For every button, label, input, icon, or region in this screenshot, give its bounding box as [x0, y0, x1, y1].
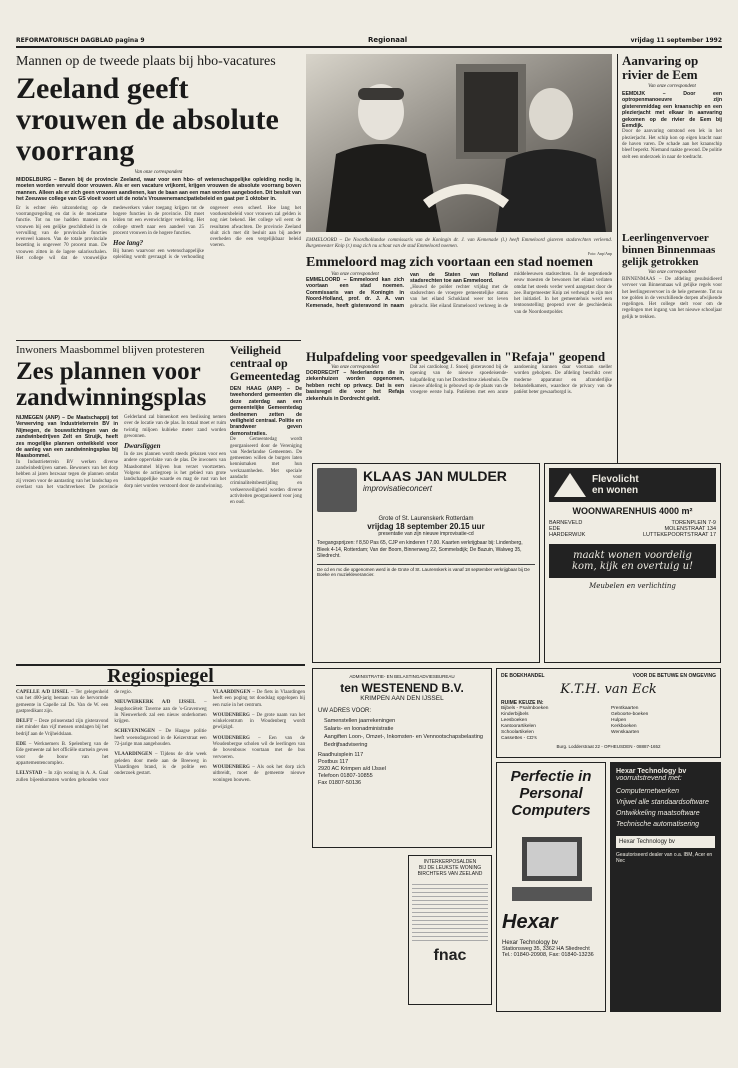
- photo-credit: Foto: Anp/Anp: [587, 250, 612, 256]
- ad-title-2: en wonen: [592, 485, 639, 496]
- product-item: Hulpen: [611, 718, 627, 723]
- regio-item: [213, 765, 305, 784]
- ad-script-2: kom, kijk en overtuig u!: [571, 561, 694, 572]
- article-emmeloord: [306, 256, 612, 346]
- photo-block: [306, 54, 612, 256]
- regio-item: [114, 752, 206, 777]
- article-lead: DORDRECHT – Nederlanders die in ziekenhuizen worden opgenomen, hebben recht op privacy. Dat is een basisregel die voor het Refaja ziekenhuis in Dordrecht geldt.: [306, 370, 404, 402]
- ad-big: WOONWARENHUIS 4000 m²: [572, 506, 693, 516]
- photo-image: [306, 54, 612, 232]
- ad-script-1: maakt wonen voordelig: [573, 550, 692, 561]
- ad-perfectie: [496, 762, 606, 1012]
- ad-addr: Stationsweg 35, 3362 HA Sliedrecht: [502, 946, 590, 952]
- article-byline: Van onze correspondent: [648, 84, 696, 89]
- regio-place: SCHEVENINGEN: [114, 729, 155, 735]
- article-body: Dat zei cardioloog J. Snoeij gisteravond bij de opening van de nieuwe spoedeisende-hulpafdeling van het Dordrechtse ziekenhuis. De nieuwe afdeling is gebouwd op de plaats van de vroegere eerste hulp. Patiënten met een acute aandoening kunnen daar voortaan sneller worden geholpen. De afdeling beschikt over moderne apparatuur en afzonderlijke behandelkamers, waardoor de privacy van de patiënt beter gewaarborgd is.: [410, 365, 612, 396]
- article-zandwinning: [16, 344, 226, 660]
- ad-left: DE BOEKHANDEL: [501, 673, 545, 679]
- article-lead: EMMELOORD – Emmeloord kan zich voortaan een stad noemen. Commissaris van de Koningin in Noord-Holland, prof. dr. J. A. van Kemenade, heeft gisteravond in naam van de Staten van Holland stadsrechten toe aan Emmeloord.: [306, 272, 508, 309]
- ad-tel: Telefoon 01807-10855: [318, 773, 373, 779]
- article-body: In Industrieterrein BV werken diverse zandwinbedrijven samen. Bewoners van het dorp hebben al jaren bezwaar tegen de plannen omdat zij vrezen voor de aantasting van het landschap en overlast van het vrachtverkeer. De provincie Gelderland zal binnenkort een beslissing nemen over de locatie van de plas. In totaal moet er ruim twintig miljoen kubieke meter zand worden gewonnen.: [16, 415, 226, 491]
- product-item: Geboorte-boeken: [611, 712, 649, 717]
- ad-hexar: [610, 762, 721, 1012]
- regio-banner: [16, 664, 305, 686]
- ad-title-1: Flevolicht: [592, 474, 639, 485]
- ad-line-3: BIRCHTERS VAN ZEELAND: [417, 871, 483, 877]
- article-headline: Emmeloord mag zich voortaan een stad noemen: [306, 255, 593, 270]
- regio-text: – Ter gelegenheid van het 400-jarig bestaan van de hervormde gemeente in Capelle zal Ds. Van de W. een gastpredikant zijn.: [16, 690, 109, 714]
- ad-table: [412, 881, 488, 941]
- addr-1: TORENPLEIN 7-9: [671, 520, 716, 526]
- ad-line-2: BIJ DE LEUKSTE WONING: [418, 865, 482, 871]
- regio-item: [114, 729, 206, 748]
- service-item: Salaris- en loonadministratie: [324, 726, 394, 732]
- ad-footer: Meubelen en verlichting: [589, 582, 676, 590]
- ad-subtitle: improvisatieconcert: [363, 484, 432, 493]
- ad-tel: Tel.: 01840-20908, Fax: 01840-13236: [502, 952, 594, 958]
- service-item: Samenstellen jaarrekeningen: [324, 718, 396, 724]
- regio-text: – De grote naam van het winkelcentrum in Woudenberg wordt gewijzigd.: [212, 712, 305, 731]
- article-lead: DEN HAAG (ANP) – De tweehonderd gemeenten die deze zaterdag aan een gemeentelijke Gemeentedag deelnemen zetten de veiligheid centraal. Politie en brandweer geven demonstraties.: [230, 386, 302, 437]
- product-item: Cassettes - CD's: [501, 736, 537, 741]
- regio-text: – Tijdens de drie week geleden door mede aan de Breeweg in Vlaardingen brand, is de politie een onderzoek gestart.: [114, 752, 207, 777]
- section-rule: [16, 340, 301, 341]
- regio-place: CAPELLE A/D IJSSEL: [16, 690, 69, 695]
- article-zeeland: [16, 54, 301, 336]
- portrait-photo: [317, 468, 357, 512]
- photo-caption: EMMELOORD – De Noordhollandse commissaris van de Koningin dr. J. van Kemenade (l.) heeft Emmeloord gisteren stadsrechten verleend. Burgemeester Knip (r.) mag zich nu schout van de stad Emmeloord noemen.: [306, 238, 612, 250]
- article-lead: EEMDIJK – Door een optropenmanoeuvre zijn gisterenmiddag een kraanschip en een plezierjacht met elkaar in aanvaring gekomen op de rivier de Eem bij Eemdijk.: [622, 91, 722, 130]
- regio-text: – De Haagse politie heeft woensdagavond in de Keizerstraat een 72-jarige man aangehouden.: [114, 729, 207, 748]
- product-item: Schoolartikelen: [501, 730, 534, 735]
- header-date: vrijdag 11 september 1992: [630, 37, 722, 44]
- article-headline: Aanvaring op rivier de Eem: [622, 53, 699, 82]
- city-1: BARNEVELD: [549, 520, 583, 526]
- article-lead: NIJMEGEN (ANP) – De Maatschappij tot Verwerving van Industrieterrein BV in Nijmegen, de bouwstichtingen van de zandwinbedrijven Zelt en Struijk, heeft zes mogelijke plannen ontwikkeld voor de aanleg van een zandwinningsplas bij Maasbommel.: [16, 415, 118, 460]
- ad-sub: RUIME KEUZE IN:: [501, 700, 544, 706]
- regio-place: VLAARDINGEN: [212, 690, 251, 695]
- article-kicker: Inwoners Maasbommel blijven protesteren: [16, 344, 205, 356]
- ad-addr-1: Raadhuisplein 117: [318, 752, 364, 758]
- article-body: Door de aanvaring ontstond een lek in het plezierjacht. Het schip kon op eigen kracht naar de haven varen. De schade aan het kraanschip bleef beperkt. Niemand raakte gewond. De politie stelt een onderzoek in naar de toedracht.: [622, 129, 722, 160]
- regio-item: [213, 690, 305, 709]
- computer-icon: [502, 827, 602, 907]
- ad-footer: De cd en mc die opgenomen werd in de Grote of St. Laurenskerk is vanaf 18 september verkrijgbaar bij De Boeke en muziekleverancier.: [317, 564, 535, 578]
- ad-flevolicht-wonen: [544, 463, 721, 663]
- article-byline: Van onze correspondent: [331, 272, 379, 277]
- page-header: [16, 36, 722, 48]
- product-item: Bijbels - Psalmboeken: [501, 706, 549, 711]
- addr-3: LUTTEKEPOORTSTRAAT 17: [642, 532, 716, 538]
- regio-place: WOUDENBERG: [212, 764, 250, 770]
- ad-place: KRIMPEN AAN DEN IJSSEL: [360, 695, 444, 702]
- regio-place: EDE: [16, 742, 27, 748]
- ad-logo: fnac: [433, 947, 467, 964]
- service-item: Technische automatisering: [616, 821, 700, 828]
- article-lead: MIDDELBURG – Banen bij de provincie Zeeland, waar voor een hbo- of wetenschappelijke opleiding nodig is, moeten worden vervuld door vrouwen. Als er een vacature vrijkomt, krijgen vrouwen de absolute voorrang boven mannen. Alleen als er zich geen vrouwen aandienen, kan de baan aan een man worden aangeboden. Dit besluit van het Zeeuwse college van GS vloeit voort uit de nota's Vrouwenemancipatiebeleid en gaat per 1 oktober in.: [16, 177, 301, 203]
- regio-place: DELFT: [16, 719, 33, 725]
- city-3: HARDERWIJK: [549, 532, 586, 538]
- ad-klaas-jan-mulder: [312, 463, 540, 663]
- ad-addr-3: 2920 AC Krimpen a/d IJssel: [318, 766, 386, 772]
- city-2: EDE: [549, 526, 561, 532]
- regio-place: WOUDENBERG: [212, 735, 250, 741]
- regio-list: [16, 690, 305, 1050]
- service-item: Vrijwel alle standaardsoftware: [616, 799, 709, 806]
- ad-when: vrijdag 18 september 20.15 uur: [367, 522, 485, 531]
- article-subhead: Hoe lang?: [113, 239, 144, 248]
- regio-text: – Jeugdsociëteit Taverne aan de 's-Gravenweg in Nieuwerkerk zal een nieuw onderkomen krijgen.: [114, 700, 207, 725]
- ad-name: K.T.H. van Eck: [560, 682, 657, 697]
- regio-item: [213, 736, 305, 761]
- ad-note: Geautoriseerd dealer van o.a. IBM, Acer en Nec: [616, 852, 713, 864]
- article-refaja: [306, 350, 612, 460]
- article-byline: Van onze correspondent: [331, 365, 379, 370]
- regio-item: [213, 713, 305, 732]
- article-body-2: In de zes plannen wordt steeds gekozen voor een andere oppervlakte van de plas. De inwoners van Maasbommel blijven hun verzet voortzetten. Volgens de actiegroep is het gebied van grote landschappelijke waarde en mag de rust van het dorp niet worden verstoord door de zandwinning.: [124, 452, 226, 489]
- regio-text: – De fiets in Vlaardingen heeft een poging tot doodslag opgelopen bij een ruzie in het centrum.: [212, 690, 305, 708]
- service-item: Bedrijfsadvisering: [324, 742, 368, 748]
- regio-place: WOUDENBERG: [212, 712, 250, 718]
- ad-title: KLAAS JAN MULDER: [363, 468, 507, 484]
- ad-adv: UW ADRES VOOR:: [318, 708, 372, 714]
- regio-item: [114, 700, 206, 725]
- article-gemeentedag: [230, 344, 302, 660]
- article-kicker: Mannen op de tweede plaats bij hbo-vacatures: [16, 54, 276, 69]
- ad-interkerk: [408, 855, 492, 1005]
- addr-2: MOLENSTRAAT 134: [664, 526, 716, 532]
- ad-where: Grote of St. Laurenskerk Rotterdam: [378, 516, 474, 522]
- article-body-2: Bij banen waarvoor een wetenschappelijke opleiding wordt gevraagd is de verhouding ongeveer even scheef. Hoe lang het voorkeursbeleid voor vrouwen zal gelden is nog niet bekend. Het college wil eerst de resultaten afwachten. De provincie Zeeland sluit zich met dit besluit aan bij andere overheden die een vergelijkbaar beleid voeren.: [113, 205, 301, 261]
- article-byline: Van onze correspondent: [648, 270, 696, 275]
- article-body: BINNENMAAS – De afdeling gesubsidieerd vervoer van Binnenmaas wil gelijke regels voor het leerlingenvervoer in de hele gemeente. Tot nu toe golden in de verschillende dorpen afwijkende regelingen. Het college stelt voor om de regelingen met ingang van het nieuwe schooljaar gelijk te trekken.: [622, 277, 722, 320]
- article-body: Er is echter één uitzondering op de voorrangsregeling en dat is de moeizame functie. Tot nu toe hadden mannen en vrouwen bij een gelijke geschiktheid in de vervulling van de provinciale functies evenveel kansen. Van de totale provinciale bezetting is ongeveer 70 procent man. De vrouwen zitten in de lagere salarisschalen. Het college wil dat de vrouwelijke medewerkers vaker toegang krijgen tot de hogere functies in de provincie. Dit moet leiden tot een evenwichtiger verdeling. Het college streeft naar een aandeel van 25 procent vrouwen in de hogere functies.: [16, 205, 204, 261]
- product-item: Kantoorartikelen: [501, 724, 536, 729]
- service-item: Aangiften Loon-, Omzet-, Inkomsten- en Vennootschapsbelasting: [324, 734, 483, 740]
- article-headline: Hulpafdeling voor speedgevallen in "Refaja" geopend: [306, 349, 606, 364]
- ad-westend: [312, 668, 492, 848]
- regio-place: VLAARDINGEN: [114, 752, 153, 758]
- article-aanvaring: [622, 54, 722, 229]
- ad-box: Hexar Technology bv: [616, 836, 715, 848]
- article-headline: Zeeland geeft vrouwen de absolute voorrang: [16, 72, 279, 167]
- header-left: REFORMATORISCH DAGBLAD pagina 9: [16, 37, 145, 44]
- article-byline: Van onze correspondent: [134, 170, 183, 175]
- ad-line-1: INTERKERPOSALDEN: [423, 859, 477, 865]
- ad-body: Toegangsprijzen: f 8,50 Pas 65, CJP en kinderen f 7,00. Kaarten verkrijgbaar bij: Lindenberg, Bleek 4-14, Rotterdam; Van der Boom, Binnenweg 22, Sommelsdijk; De Bazuin, Walweg 35, Sliedrecht.: [317, 540, 523, 559]
- regio-place: LELYSTAD: [16, 771, 43, 777]
- article-headline: Veiligheid centraal op Gemeentedag: [230, 343, 300, 383]
- ad-company: Hexar Technology bv: [502, 940, 558, 946]
- ad-top: ADMINISTRATIE- EN BELASTINGADVIESBUREAU: [349, 674, 455, 679]
- product-item: Kerkboeken: [611, 724, 637, 729]
- regio-text: – In zijn woning in A. A. Gaal zullen bijeenkomsten worden gehouden voor de regio.: [16, 690, 132, 783]
- regio-text: – Deze prinsenstad zijn gisteravond niet minder dan vijf mensen ontslagen bij het bedrijf aan de Vrijheidslaan.: [16, 719, 109, 737]
- header-section: Regionaal: [367, 36, 408, 44]
- regio-item: [16, 742, 108, 767]
- ad-right: VOOR DE BETUWE EN OMGEVING: [632, 673, 716, 679]
- regio-text: – Een van de Woudenbergse scholen wil de leerlingen van de bovenbouw voortaan met de bus vervoeren.: [212, 735, 305, 760]
- product-item: Prentkaarten: [611, 706, 639, 711]
- article-headline: Leerlingenvervoer binnen Binnenmaas gelijk getrokken: [622, 232, 716, 268]
- lamp-icon: [552, 471, 588, 499]
- article-body: De Gemeentedag wordt georganiseerd door de Vereniging van Nederlandse Gemeenten. De gemeenten willen de burgers laten kennismaken met hun werkzaamheden. Met speciale aandacht voor criminaliteitsbestrijding en verkeersveiligheid worden diverse activiteiten georganiseerd voor jong en oud.: [230, 437, 302, 506]
- ad-title: Hexar Technology bv: [616, 768, 687, 775]
- article-headline: Zes plannen voor zandwinningsplas: [16, 358, 207, 411]
- ad-line: presentatie van zijn nieuwe improvisatie-cd: [378, 531, 474, 537]
- service-item: Computernetwerken: [616, 788, 680, 795]
- regio-title: Regiospiegel: [107, 665, 214, 687]
- regio-text: – Werknemers B. Spelenberg van de Ede gemeente zal het officiële startsein geven voor de bouw van het appartementencomplex.: [16, 742, 109, 766]
- ad-title: Perfectie in Personal Computers: [510, 768, 592, 819]
- product-item: Kinderbijbels: [501, 712, 529, 717]
- regio-text: – Als ook het dorp zich uitbreidt, moet de gemeente nieuwe woningen bouwen.: [212, 764, 305, 783]
- article-body: „Houwd de polder rechter vrijdag met de stadsrechten de vroegere gemeentelijke status van het eiland Schokland weer tot leven gebracht. Het eiland Emmeloord verkreeg in de middeleeuwen stadsrechten. In de negentiende eeuw moesten de bewoners het eiland verlaten omdat het steeds verder werd aangetast door de zee. Burgemeester Knip zei verheugd te zijn met het initiatief. In het gemeentehuis werd een tentoonstelling geopend over de geschiedenis van de Noordoostpolder.: [410, 272, 612, 315]
- service-item: Ontwikkeling maatsoftware: [616, 810, 700, 817]
- regio-item: [16, 719, 108, 738]
- ad-name: ten WESTENEND B.V.: [340, 681, 464, 695]
- article-subhead: Dwarsliggen: [124, 442, 161, 451]
- regio-item: [16, 690, 108, 715]
- ad-fax: Fax 01807-50136: [318, 780, 362, 786]
- regio-place: NIEUWERKERK A/D IJSSEL: [114, 700, 196, 706]
- ad-addr-2: Postbus 117: [318, 759, 349, 765]
- ad-boekhandel: [496, 668, 721, 758]
- ad-line: voorruitstrevend met:: [616, 775, 682, 782]
- product-item: Wenskaarten: [611, 730, 640, 735]
- ad-brand: Hexar: [502, 911, 558, 933]
- product-item: Leesboeken: [501, 718, 528, 723]
- ad-footer: Burg. Lodderstraat 22 - OPHEUSDEN - 08887-1652: [556, 744, 661, 749]
